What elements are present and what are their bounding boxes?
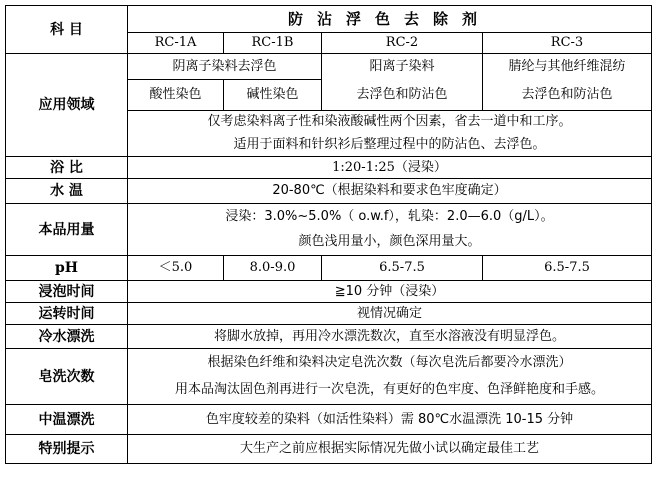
cold-rinse-label: 冷水漂洗 [6, 325, 128, 349]
dosage-label: 本品用量 [6, 204, 128, 256]
run-time-label: 运转时间 [6, 303, 128, 325]
model-rc2: RC-2 [322, 33, 483, 54]
bath-ratio-label: 浴 比 [6, 157, 128, 179]
ph-rc1b: 8.0-9.0 [224, 256, 322, 281]
model-rc1b: RC-1B [224, 33, 322, 54]
special-note-label: 特别提示 [6, 435, 128, 464]
ph-rc1a: ＜5.0 [128, 256, 224, 281]
application-rc3-line2: 去浮色和防沾色 [483, 80, 652, 111]
dosage-line-2: 颜色浅用量小，颜色深用量大。 [128, 230, 652, 256]
application-rc1a: 酸性染色 [128, 80, 224, 111]
model-rc3: RC-3 [483, 33, 652, 54]
application-rc2-line1: 阳离子染料 [322, 54, 483, 80]
application-rc3-line1: 腈纶与其他纤维混纺 [483, 54, 652, 80]
water-temp-value: 20-80℃（根据染料和要求色牢度确定） [128, 179, 652, 204]
ph-label: pH [6, 256, 128, 281]
application-label: 应用领域 [6, 54, 128, 157]
ph-rc3: 6.5-7.5 [483, 256, 652, 281]
soak-time-label: 浸泡时间 [6, 281, 128, 303]
product-title: 防沾浮色去除剂 [128, 6, 652, 33]
soap-wash-line-2: 用本品淘汰固色剂再进行一次皂洗，有更好的色牢度、色泽鲜艳度和手感。 [128, 377, 652, 405]
application-rc1b: 碱性染色 [224, 80, 322, 111]
soak-time-value: ≧10 分钟（浸染） [128, 281, 652, 303]
application-rc1-combined: 阴离子染料去浮色 [128, 54, 322, 80]
application-note-2: 适用于面料和针织衫后整理过程中的防沾色、去浮色。 [128, 134, 652, 157]
run-time-value: 视情况确定 [128, 303, 652, 325]
special-note-value: 大生产之前应根据实际情况先做小试以确定最佳工艺 [128, 435, 652, 464]
product-spec-table [5, 5, 652, 464]
ph-rc2: 6.5-7.5 [322, 256, 483, 281]
application-note-1: 仅考虑染料离子性和染液酸碱性两个因素，省去一道中和工序。 [128, 111, 652, 134]
soap-wash-label: 皂洗次数 [6, 349, 128, 405]
model-rc1a: RC-1A [128, 33, 224, 54]
mid-rinse-label: 中温漂洗 [6, 405, 128, 435]
application-rc2-line2: 去浮色和防沾色 [322, 80, 483, 111]
mid-rinse-value: 色牢度较差的染料（如活性染料）需 80℃水温漂洗 10-15 分钟 [128, 405, 652, 435]
subject-label: 科 目 [6, 6, 128, 54]
dosage-line-1: 浸染：3.0%~5.0%（ o.w.f），轧染：2.0—6.0（g/L）。 [128, 204, 652, 230]
soap-wash-line-1: 根据染色纤维和染料决定皂洗次数（每次皂洗后都要冷水漂洗） [128, 349, 652, 377]
bath-ratio-value: 1:20-1:25（浸染） [128, 157, 652, 179]
water-temp-label: 水 温 [6, 179, 128, 204]
cold-rinse-value: 将脚水放掉，再用冷水漂洗数次，直至水溶液没有明显浮色。 [128, 325, 652, 349]
